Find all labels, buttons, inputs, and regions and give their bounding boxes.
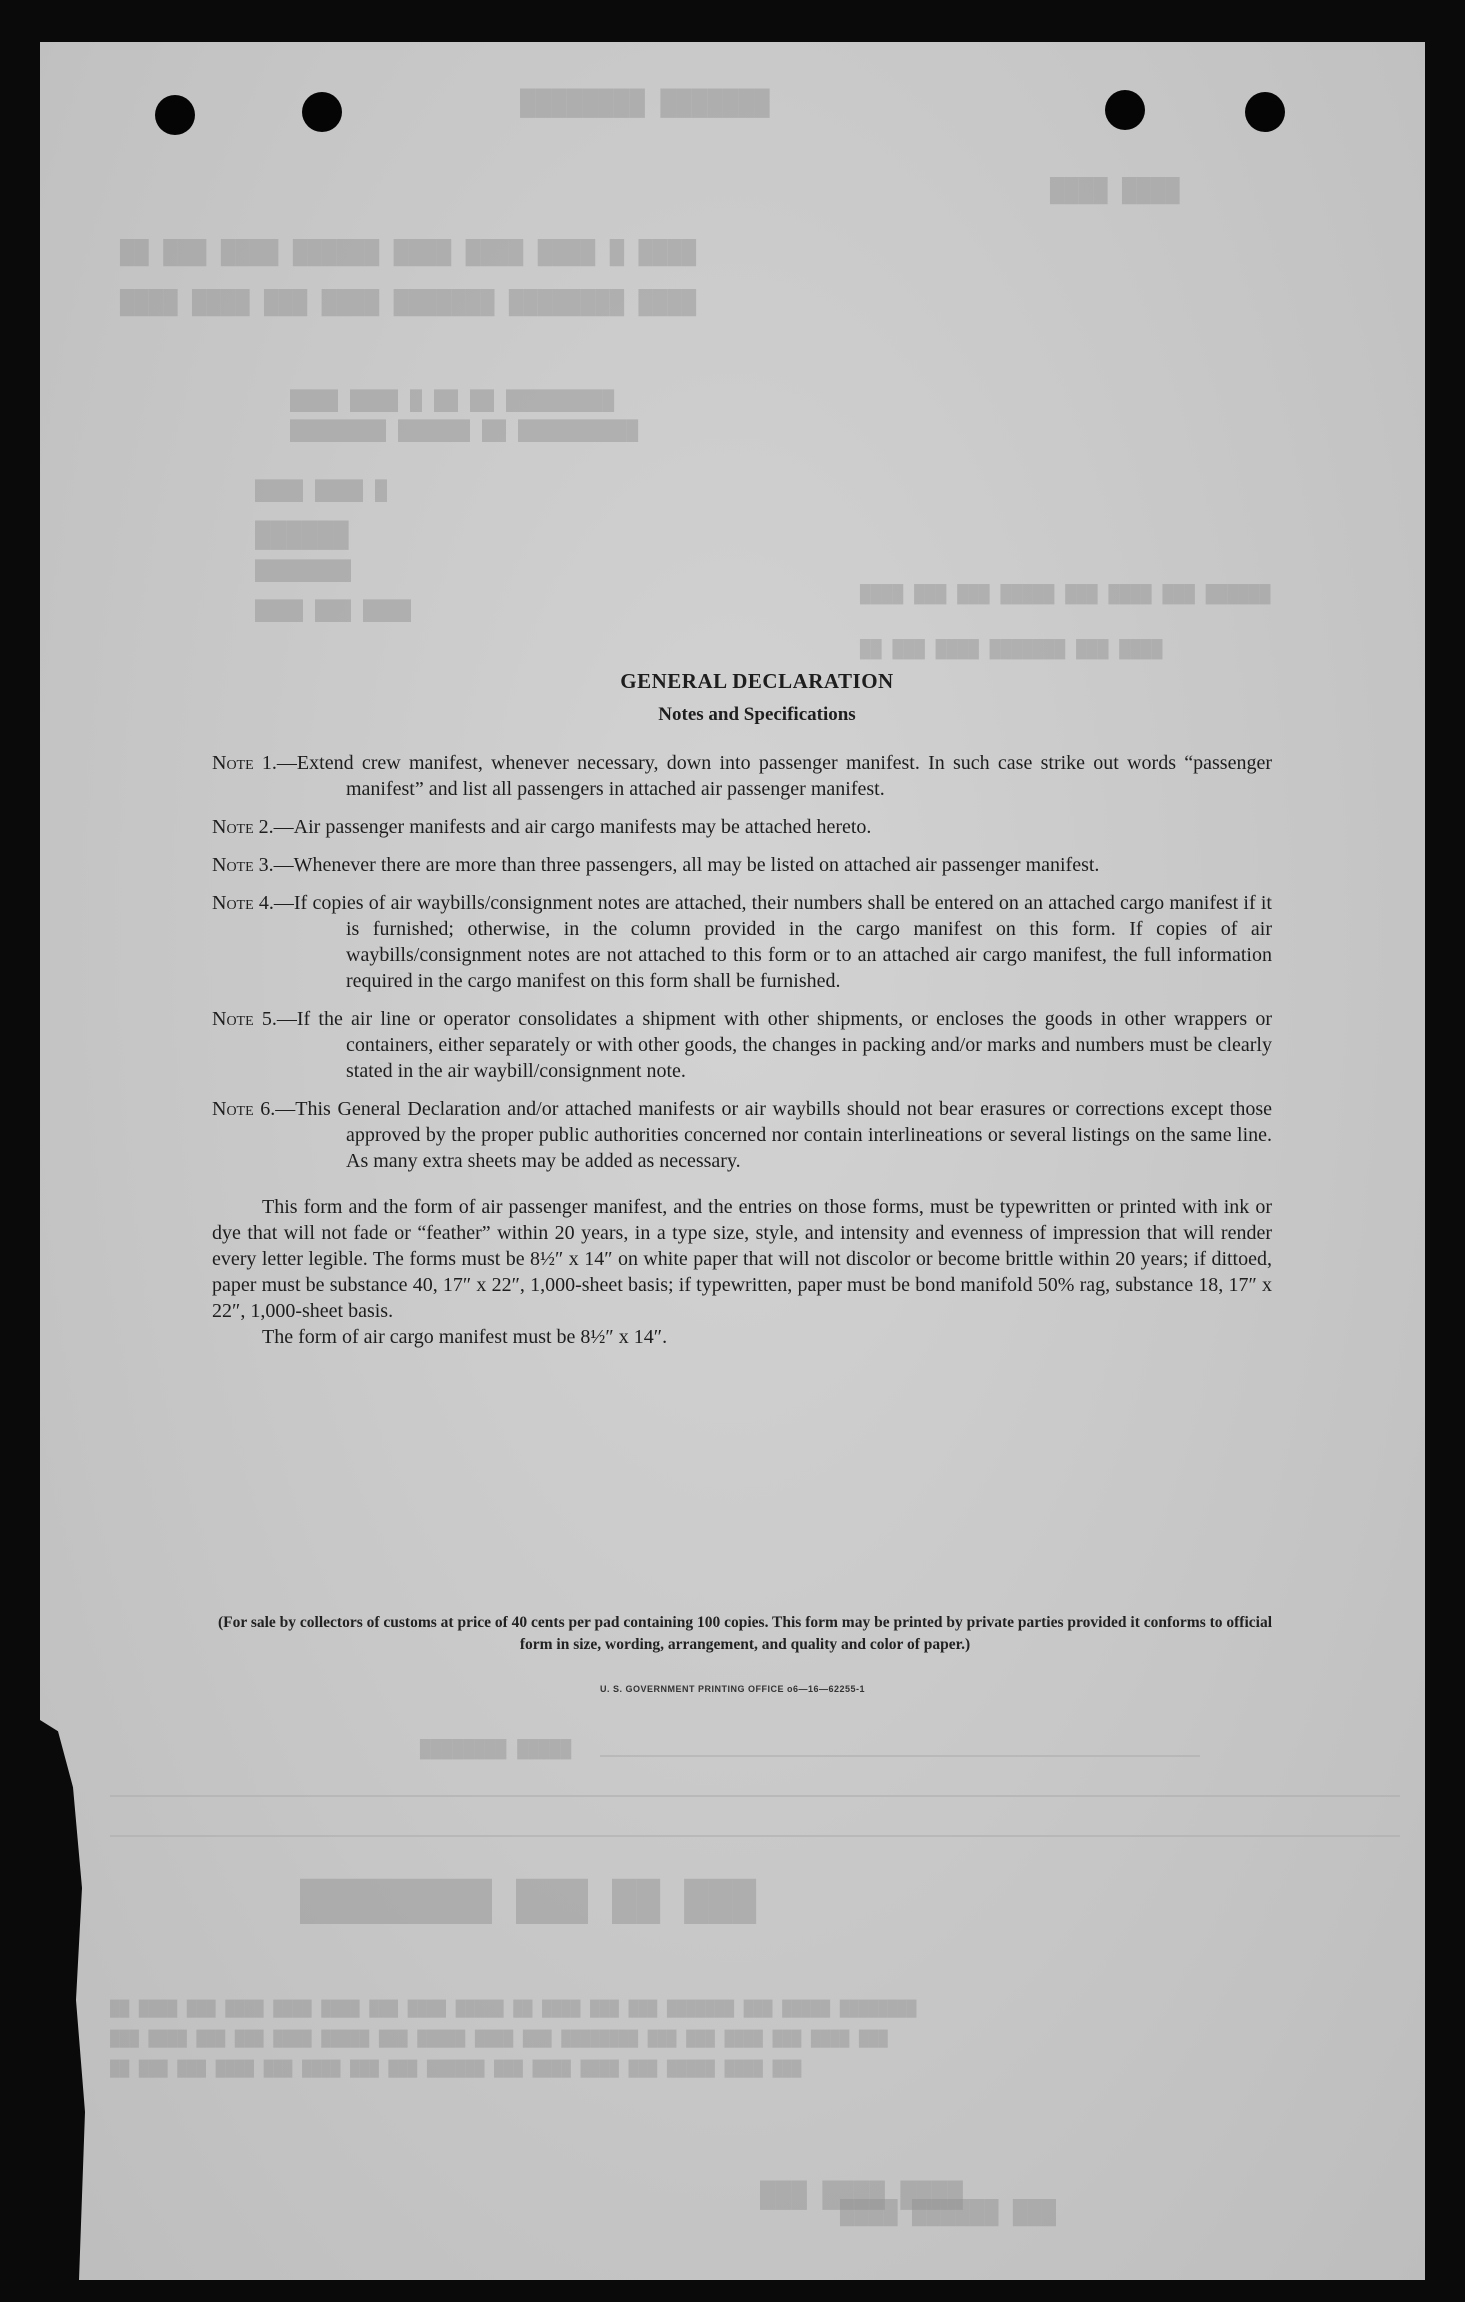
note-text: —Air passenger manifests and air cargo manifests may be attached hereto. [273,816,872,838]
note-3 [212,852,1272,878]
note-label: Note 5. [212,1008,277,1030]
note-label: Note 4. [212,892,274,914]
bleed-through-rule [600,1755,1200,1757]
specifications-paragraph: This form and the form of air passenger manifest, and the entries on those forms, must be typewritten or printed with ink or dye that will not fade or “feather” within 20 years, in a type size, style, and intensity and evenness of impression that will render every letter legible. The forms must be 8½″ x 14″ on white paper that will not discolor or become brittle within 20 years; if dittoed, paper must be substance 40, 17″ x 22″, 1,000-sheet basis; if typewritten, paper must be bond manifold 50% rag, substance 18, 17″ x 22″, 1,000-sheet basis. [212,1196,1272,1322]
note-5 [212,1006,1272,1084]
bleed-through-text: ████ ████████ ███████ ████ ███ ████ ████ [120,290,697,317]
document-title: GENERAL DECLARATION [620,669,894,693]
bleed-through-text: ███████ ████████ [520,88,770,118]
bleed-through-text: █████████ ██ ██ █ ████ ████ [290,390,615,413]
note-text: —This General Declaration and/or attached manifests or air waybills should not bear erasures or corrections except those approved by the proper public authorities concerned nor contain interlineations or several listings on the same line. As many extra sheets may be added as necessary. [275,1098,1272,1172]
bleed-through-text: ███ ██ ███ ████████ [300,1880,757,1925]
note-1 [212,750,1272,802]
note-2 [212,814,1272,840]
bleed-through-text: ███ ████ ███ ████ ███ ███ ████████ ███ ████ █████ ███ █████ ████ ███ ███ ████ ███ [110,2030,888,2048]
note-label: Note 6. [212,1098,276,1120]
note-4 [212,890,1272,994]
bleed-through-text: ██████ ███ ████ ███ █████ ███ ███ ████ [860,585,1271,605]
note-text: —If the air line or operator consolidates a shipment with other shipments, or encloses the goods in other wrappers or containers, either separately or with other goods, the changes in packing and/or marks and numbers must be clearly stated in the air waybill/consignment note. [276,1008,1272,1082]
bleed-through-text: ████ ███ ████ [255,600,412,623]
note-label: Note 2. [212,816,274,838]
bleed-through-text: ███ ██████ ████ [840,2200,1057,2227]
note-text: —If copies of air waybills/consignment notes are attached, their numbers shall be entered on an attached cargo manifest if it is furnished; otherwise, in the column provided in the cargo manifest on this form. If copies of air waybills/consignment notes are not attached to this form or to an attached air cargo manifest, the full information required in the cargo manifest on this form shall be furnished. [273,892,1272,992]
bleed-through-text: ████ ████ [1050,178,1180,205]
printer-imprint: U. S. GOVERNMENT PRINTING OFFICE o6—16—62255-1 [599,1684,866,1694]
bleed-through-text: ████████ [255,560,352,583]
note-label: Note 1. [212,752,277,774]
bleed-through-text: ████ █ ████ ████ ████ ██████ ████ ███ ██ [120,240,697,267]
bleed-through-text: ██████ [255,520,349,550]
bleed-through-text: █████ ████████ [420,1740,572,1760]
bleed-through-text: █ ████ ████ [255,480,388,503]
punch-hole [155,95,195,135]
bleed-through-text: ████████ █████ ███ ███████ ███ ███ ████ ██ █████ ████ ███ ████ ████ ████ ███ ████ ██ [110,2000,917,2018]
bleed-through-rule [110,1795,1400,1797]
bleed-through-text: ████ ███ ███████ ████ ███ ██ [860,640,1163,660]
note-6 [212,1096,1272,1174]
sale-footnote: (For sale by collectors of customs at price of 40 cents per pad containing 100 copies. This form may be printed by private parties provided it conforms to official form in size, wording, arrangement, and quality and color of paper.) [217,1614,1273,1653]
bleed-through-text: ██████████ ██ ██████ ████████ [290,420,639,443]
punch-hole [1245,92,1285,132]
notes-section [212,668,1272,1350]
bleed-through-text: ███ ████ █████ ███ ████ ████ ███ ██████ ███ ███ ████ ███ ████ ███ ███ ██ [110,2060,802,2078]
bleed-through-text: ████ ████ ███ [760,2180,963,2210]
note-text: —Whenever there are more than three passengers, all may be listed on attached air passenger manifest. [273,854,1100,876]
punch-hole [302,92,342,132]
document-subtitle: Notes and Specifications [658,704,856,725]
note-label: Note 3. [212,854,274,876]
bleed-through-rule [110,1835,1400,1837]
punch-hole [1105,90,1145,130]
cargo-manifest-size-paragraph: The form of air cargo manifest must be 8½″ x 14″. [262,1326,668,1348]
note-text: —Extend crew manifest, whenever necessary, down into passenger manifest. In such case strike out words “passenger manifest” and list all passengers in attached air passenger manifest. [276,752,1272,800]
